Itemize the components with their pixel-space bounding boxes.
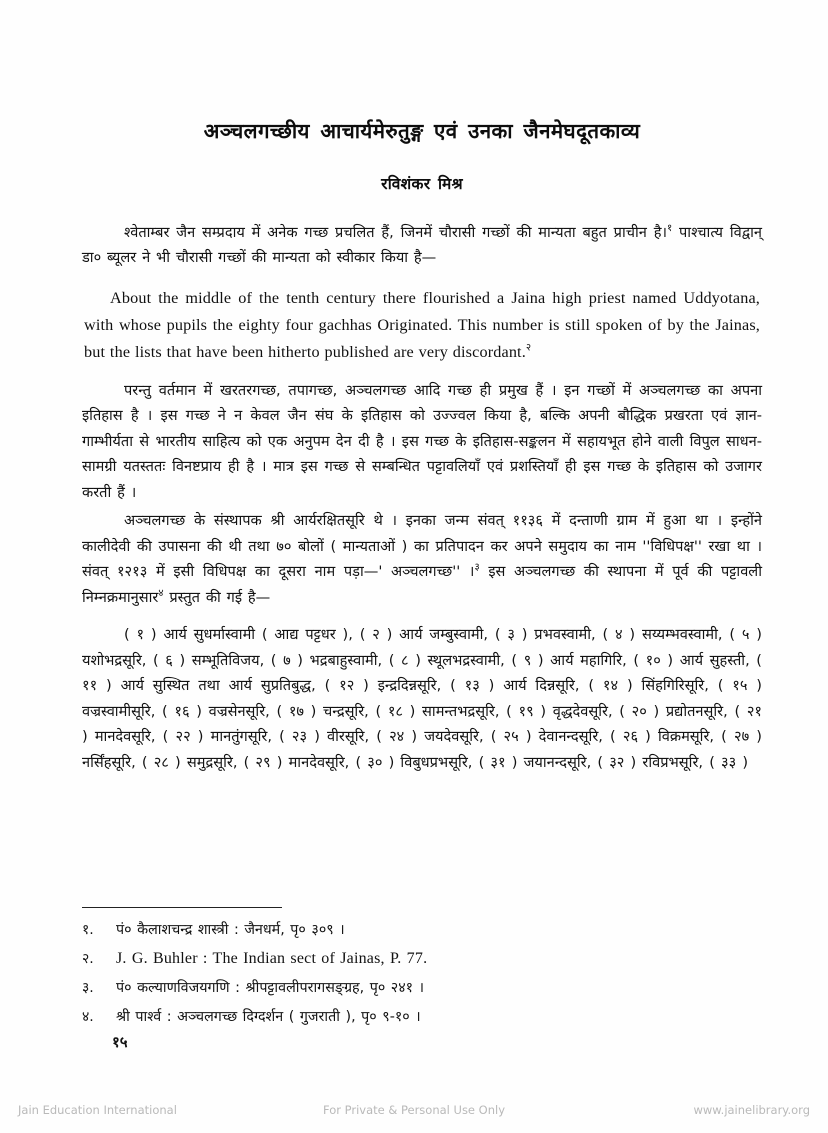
footnote-number: ३.: [82, 980, 94, 996]
english-quotation-block: [82, 285, 762, 366]
footnote-marker-3: ३: [474, 562, 480, 574]
english-quote-text: About the middle of the tenth century there flourished a Jaina high priest named Uddyotana, with whose pupils the eighty four gachhas Originated. This number is still spoken of by the Jainas, but the lists that have been hitherto published are very discordant.: [84, 288, 760, 361]
intro-paragraph-block: [82, 220, 762, 271]
paragraph-gachha-history: परन्तु वर्तमान में खरतरगच्छ, तपागच्छ, अञ्चलगच्छ आदि गच्छ ही प्रमुख हैं । इन गच्छों में अञ्चलगच्छ का अपना इतिहास है । इस गच्छ ने न केवल जैन संघ के इतिहास को उज्ज्वल किया है, बल्कि अपनी बौद्धिक प्रखरता एवं ज्ञान-गाम्भीर्यता से भारतीय साहित्य को एक अनुपम देन दी है । इस गच्छ के इतिहास-सङ्कलन में सहायभूत होने वाली विपुल साधन-सामग्री यतस्ततः विनष्टप्राय ही है । मात्र इस गच्छ से सम्बन्धित पट्टावलियाँ एवं प्रशस्तियाँ ही इस गच्छ के इतिहास को उजागर करती हैं ।: [82, 381, 762, 501]
scan-footer-bar: [0, 1095, 828, 1133]
page-number: १५: [112, 1033, 128, 1051]
paragraph-founder-part2: इस अञ्चलगच्छ की स्थापना में पूर्व की पट्टावली निम्नक्रमानुसार: [82, 563, 762, 606]
author-byline: रविशंकर मिश्र: [381, 174, 463, 193]
footnote-item: [82, 947, 762, 971]
footnotes-section: [82, 918, 762, 1034]
footnote-number: १.: [82, 922, 94, 938]
paragraph-founder-part1: अञ्चलगच्छ के संस्थापक श्री आर्यरक्षितसूरि थे । इनका जन्म संवत् ११३६ में दन्ताणी ग्राम में हुआ था । इन्होंने कालीदेवी की उपासना की थी तथा ७० बोलों ( मान्यताओं ) का प्रतिपादन कर अपने समुदाय का नाम ''विधिपक्ष'' रखा था । संवत् १२१३ में इसी विधिपक्ष का दूसरा नाम पड़ा—' अञ्चलगच्छ'' ।: [82, 512, 762, 581]
footnote-text: J. G. Buhler : The Indian sect of Jainas, P. 77.: [116, 950, 428, 967]
footnote-item: [82, 1005, 762, 1029]
footer-website-url[interactable]: www.jainelibrary.org: [693, 1103, 810, 1117]
footnote-text: पं० कैलाशचन्द्र शास्त्री : जैनधर्म, पृ० ३०९ ।: [116, 922, 345, 938]
page-title: अञ्चलगच्छीय आचार्यमेरुतुङ्ग एवं उनका जैनमेघदूतकाव्य: [203, 119, 641, 143]
article-content: [82, 118, 762, 775]
footnote-text: पं० कल्याणविजयगणि : श्रीपट्टावलीपरागसङ्ग्रह, पृ० २४१ ।: [116, 980, 425, 996]
footnote-marker-1: १: [667, 222, 673, 234]
paragraph-founder: [82, 508, 762, 610]
paragraph-intro-part1: श्वेताम्बर जैन सम्प्रदाय में अनेक गच्छ प्रचलित हैं, जिनमें चौरासी गच्छों की मान्यता बहुत प्राचीन है।: [124, 223, 667, 241]
acharya-lineage-list: ( १ ) आर्य सुधर्मास्वामी ( आद्य पट्टधर ), ( २ ) आर्य जम्बुस्वामी, ( ३ ) प्रभवस्वामी, ( ४ ) सय्यम्भवस्वामी, ( ५ ) यशोभद्रसूरि, ( ६ ) सम्भूतिविजय, ( ७ ) भद्रबाहुस्वामी, ( ८ ) स्थूलभद्रस्वामी, ( ९ ) आर्य महागिरि, ( १० ) आर्य सुहस्ती, ( ११ ) आर्य सुस्थित तथा आर्य सुप्रतिबुद्ध, ( १२ ) इन्द्रदिन्नसूरि, ( १३ ) आर्य दिन्नसूरि, ( १४ ) सिंहगिरिसूरि, ( १५ ) वज्रस्वामीसूरि, ( १६ ) वज्रसेनसूरि, ( १७ ) चन्द्रसूरि, ( १८ ) सामन्तभद्रसूरि, ( १९ ) वृद्धदेवसूरि, ( २० ) प्रद्योतनसूरि, ( २१ ) मानदेवसूरि, ( २२ ) मानतुंगसूरि, ( २३ ) वीरसूरि, ( २४ ) जयदेवसूरि, ( २५ ) देवानन्दसूरि, ( २६ ) विक्रमसूरि, ( २७ ) नर्सिंहसूरि, ( २८ ) समुद्रसूरि, ( २९ ) मानदेवसूरि, ( ३० ) विबुधप्रभसूरि, ( ३१ ) जयानन्दसूरि, ( ३२ ) रविप्रभसूरि, ( ३३ ): [82, 626, 762, 771]
footnote-marker-4: ४: [158, 587, 164, 599]
paragraph-founder-part3: प्रस्तुत की गई है—: [163, 588, 271, 606]
footnote-marker-2: २: [525, 342, 532, 354]
footer-organization: Jain Education International: [18, 1103, 177, 1117]
footnote-number: २.: [82, 951, 94, 967]
footnote-number: ४.: [82, 1009, 94, 1025]
footnote-item: [82, 976, 762, 1000]
footnote-separator-rule: [82, 907, 282, 908]
paragraph-intro: [82, 220, 762, 271]
footer-usage-notice: For Private & Personal Use Only: [322, 1103, 506, 1117]
paragraph-english-quote: [84, 285, 760, 366]
body-paragraph-block: [82, 378, 762, 776]
footnote-text: श्री पार्श्व : अञ्चलगच्छ दिग्दर्शन ( गुजराती ), पृ० ९-१० ।: [116, 1009, 421, 1025]
paragraph-intro-part2: पाश्चात्य विद्वान् डा० ब्यूलर ने भी चौरासी गच्छों की मान्यता को स्वीकार किया है—: [82, 223, 762, 267]
footnote-item: [82, 918, 762, 942]
